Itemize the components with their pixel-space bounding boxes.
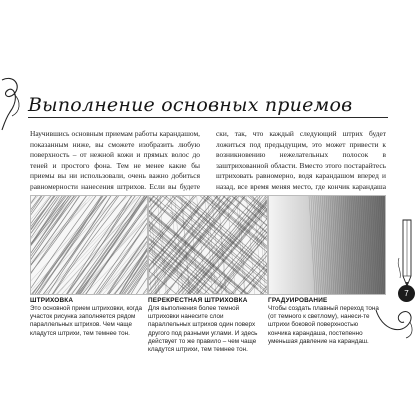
hatching-text: Это основной прием штриховки, когда участок рисунка заполняется рядом параллельных штрихов. Чем чаще кладутся штрихи, тем темнее тон. <box>30 305 142 337</box>
page-title: Выполнение основных приемов <box>28 94 353 116</box>
cross-hatching-illustration <box>148 195 268 295</box>
hatching-illustration <box>30 195 148 295</box>
gradation-illustration <box>268 195 386 295</box>
intro-text-left: Научившись основным приемам работы карандашом, показанным ниже, вы сможете изобразить любую поверхность – от нежной кожи и прямых волос до теней и простого фона. Тем не менее какие бы приемы вы ни использовали, очень важно добиться равномерности нанесения штрихов. Если вы будете <box>30 129 200 191</box>
page-number-badge: 7 <box>398 285 415 302</box>
cross-hatching-text: Для выполнения более темной штриховки нанесите слои параллельных штрихов один поверх другого под разными углами. И здесь действует то же правило – чем чаще кладутся штрихи, тем темнее тон. <box>148 305 258 354</box>
gradation-text: Чтобы создать плавный переход тона (от темного к светлому), нанеси-те штрихи боковой поверхностью кончика карандаша, постепенно уменьшая давление на карандаш. <box>268 305 379 345</box>
swirl-ornament-left <box>0 72 26 132</box>
title-rule <box>28 117 388 118</box>
cross-hatching-heading: ПЕРЕКРЕСТНАЯ ШТРИХОВКА <box>148 297 248 304</box>
hatching-heading: ШТРИХОВКА <box>30 297 74 304</box>
hatching-caption <box>30 297 146 338</box>
swirl-ornament-right <box>372 300 416 340</box>
cross-hatching-caption <box>148 297 264 354</box>
gradation-caption <box>268 297 380 346</box>
intro-text-right: ски, так, что каждый следующий штрих будет ложиться под предыдущим, это может привести к возникновению нежелательных полосок в заштрихованной области. Вместо этого постарайтесь штриховать равномерно, водя карандашом вперед и назад, все время меняя место, где кончик карандаша <box>216 129 386 191</box>
gradation-heading: ГРАДУИРОВАНИЕ <box>268 297 328 304</box>
